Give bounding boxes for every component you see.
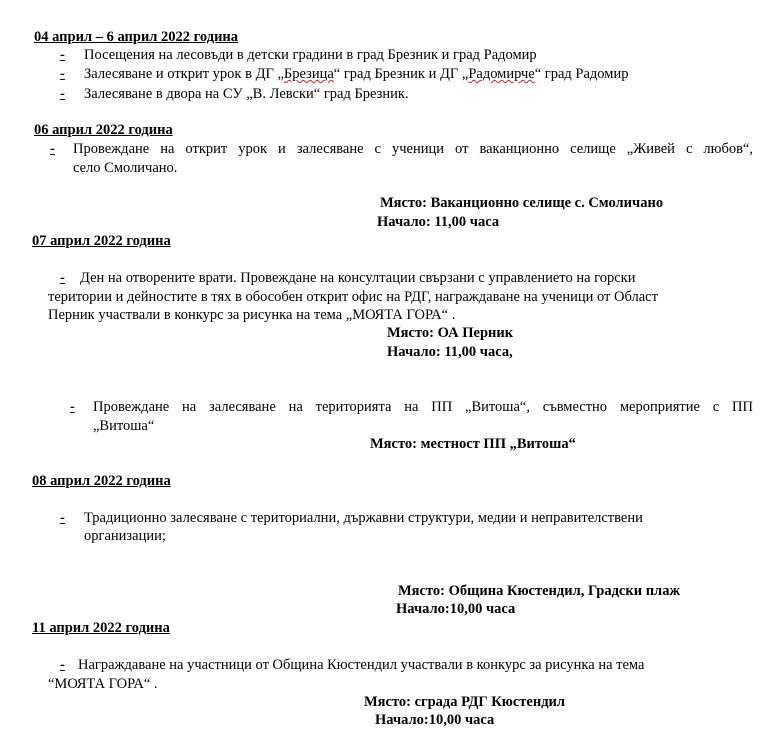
event-place: Място: местност ПП „Витоша“ — [370, 436, 576, 452]
list-item: Залесяване в двора на СУ „В. Левски“ град Брезник. — [84, 86, 409, 102]
list-dash: - — [70, 399, 75, 415]
list-item: Традиционно залесяване с териториални, държавни структури, медии и неправителствени — [84, 510, 643, 526]
list-item — [84, 66, 628, 83]
list-item-text: “ град Брезник и ДГ „ — [333, 66, 469, 82]
list-item-continued: “МОЯТА ГОРА“ . — [48, 676, 158, 692]
spellcheck-word: Брезица — [283, 66, 334, 82]
list-dash: - — [60, 510, 65, 526]
list-item: Провеждане на открит урок и залесяване с ученици от ваканционно селище „Живей с любов“, — [73, 141, 753, 157]
list-dash: - — [60, 270, 65, 286]
event-place: Място: Ваканционно селище с. Смоличано — [380, 195, 664, 211]
event-place: Място: сграда РДГ Кюстендил — [364, 694, 566, 710]
list-item: Награждаване на участници от Община Кюстендил участвали в конкурс за рисунка на тема — [78, 657, 645, 673]
event-place: Място: ОА Перник — [387, 325, 514, 341]
list-item: Ден на отворените врати. Провеждане на консултации свързани с управлението на горски — [80, 270, 636, 286]
section-date-5: 11 април 2022 година — [32, 620, 170, 636]
list-item-continued: „Витоша“ — [93, 418, 155, 434]
event-start: Начало:10,00 часа — [396, 601, 516, 617]
section-date-2: 06 април 2022 година — [34, 122, 173, 138]
list-item-text: “ град Радомир — [534, 66, 629, 82]
list-item-text: Залесяване и открит урок в ДГ „ — [84, 66, 284, 82]
list-item-continued: село Смоличано. — [73, 160, 178, 176]
list-dash: - — [60, 66, 65, 82]
list-dash: - — [60, 86, 65, 102]
section-date-1: 04 април – 6 април 2022 година — [34, 29, 239, 45]
event-start: Начало: 11,00 часа, — [387, 344, 513, 360]
event-start: Начало: 11,00 часа — [377, 214, 500, 230]
section-date-3: 07 април 2022 година — [32, 233, 171, 249]
list-item: Провеждане на залесяване на територията на ПП „Витоша“, съвместно мероприятие с ПП — [93, 399, 753, 415]
list-dash: - — [60, 47, 65, 63]
event-start: Начало:10,00 часа — [375, 712, 495, 728]
list-item: Посещения на лесовъди в детски градини в град Брезник и град Радомир — [84, 47, 537, 63]
list-item-continued: Перник участвали в конкурс за рисунка на тема „МОЯТА ГОРА“ . — [48, 307, 456, 323]
list-dash: - — [50, 141, 55, 157]
list-item-continued: организации; — [84, 528, 166, 544]
section-date-4: 08 април 2022 година — [32, 473, 171, 489]
list-item-continued: територии и дейностите в тях в обособен открит офис на РДГ, награждаване на ученици от Област — [48, 289, 658, 305]
event-place: Място: Община Кюстендил, Градски плаж — [398, 583, 680, 599]
spellcheck-word: Радомирче — [468, 66, 535, 82]
list-dash: - — [60, 657, 65, 673]
